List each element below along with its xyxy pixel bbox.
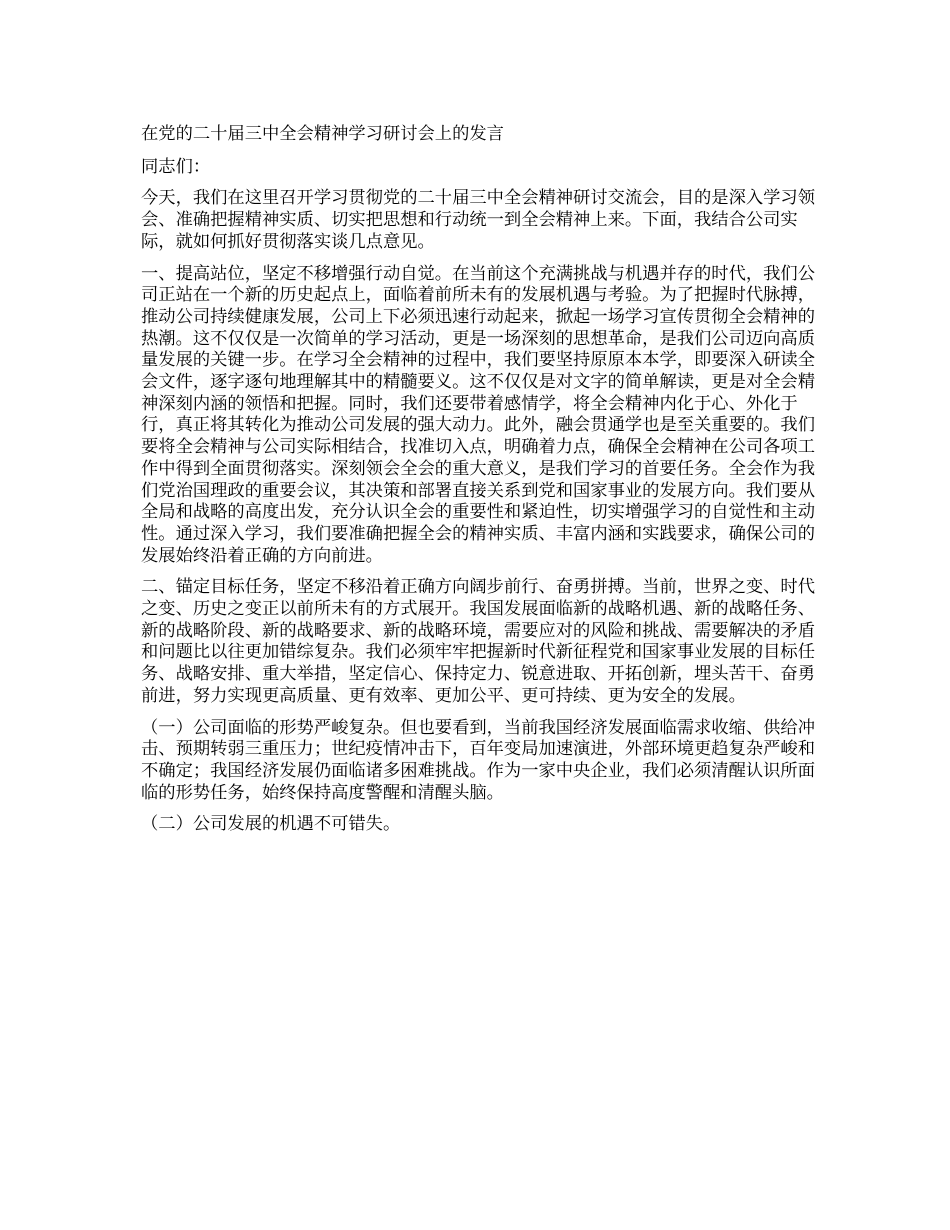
- paragraph-subsection-one: （一）公司面临的形势严峻复杂。但也要看到，当前我国经济发展面临需求收缩、供给冲击、预期转弱三重压力；世纪疫情冲击下，百年变局加速演进，外部环境更趋复杂严峻和不确定；我国经济发展仍面临诸多困难挑战。作为一家中央企业，我们必须清醒认识所面临的形势任务，始终保持高度警醒和清醒头脑。: [141, 717, 815, 803]
- paragraph-section-two: 二、锚定目标任务，坚定不移沿着正确方向阔步前行、奋勇拼搏。当前，世界之变、时代之变、历史之变正以前所未有的方式展开。我国发展面临新的战略机遇、新的战略任务、新的战略阶段、新的战略要求、新的战略环境，需要应对的风险和挑战、需要解决的矛盾和问题比以往更加错综复杂。我们必须牢牢把握新时代新征程党和国家事业发展的目标任务、战略安排、重大举措，坚定信心、保持定力、锐意进取、开拓创新，埋头苦干、奋勇前进，努力实现更高质量、更有效率、更加公平、更可持续、更为安全的发展。: [141, 577, 815, 706]
- paragraph-section-one: 一、提高站位，坚定不移增强行动自觉。在当前这个充满挑战与机遇并存的时代，我们公司正站在一个新的历史起点上，面临着前所未有的发展机遇与考验。为了把握时代脉搏，推动公司持续健康发展，公司上下必须迅速行动起来，掀起一场学习宣传贯彻全会精神的热潮。这不仅仅是一次简单的学习活动，更是一场深刻的思想革命，是我们公司迈向高质量发展的关键一步。在学习全会精神的过程中，我们要坚持原原本本学，即要深入研读全会文件，逐字逐句地理解其中的精髓要义。这不仅仅是对文字的简单解读，更是对全会精神深刻内涵的领悟和把握。同时，我们还要带着感情学，将全会精神内化于心、外化于行，真正将其转化为推动公司发展的强大动力。此外，融会贯通学也是至关重要的。我们要将全会精神与公司实际相结合，找准切入点，明确着力点，确保全会精神在公司各项工作中得到全面贯彻落实。深刻领会全会的重大意义，是我们学习的首要任务。全会作为我们党治国理政的重要会议，其决策和部署直接关系到党和国家事业的发展方向。我们要从全局和战略的高度出发，充分认识全会的重要性和紧迫性，切实增强学习的自觉性和主动性。通过深入学习，我们要准确把握全会的精神实质、丰富内涵和实践要求，确保公司的发展始终沿着正确的方向前进。: [141, 263, 815, 566]
- paragraph-intro: 今天，我们在这里召开学习贯彻党的二十届三中全会精神研讨交流会，目的是深入学习领会、准确把握精神实质、切实把思想和行动统一到全会精神上来。下面，我结合公司实际，就如何抓好贯彻落实谈几点意见。: [141, 188, 815, 252]
- document-page: [141, 124, 825, 846]
- salutation: 同志们：: [141, 156, 211, 177]
- paragraph-subsection-two: （二）公司发展的机遇不可错失。: [141, 814, 401, 835]
- document-title: 在党的二十届三中全会精神学习研讨会上的发言: [141, 124, 504, 144]
